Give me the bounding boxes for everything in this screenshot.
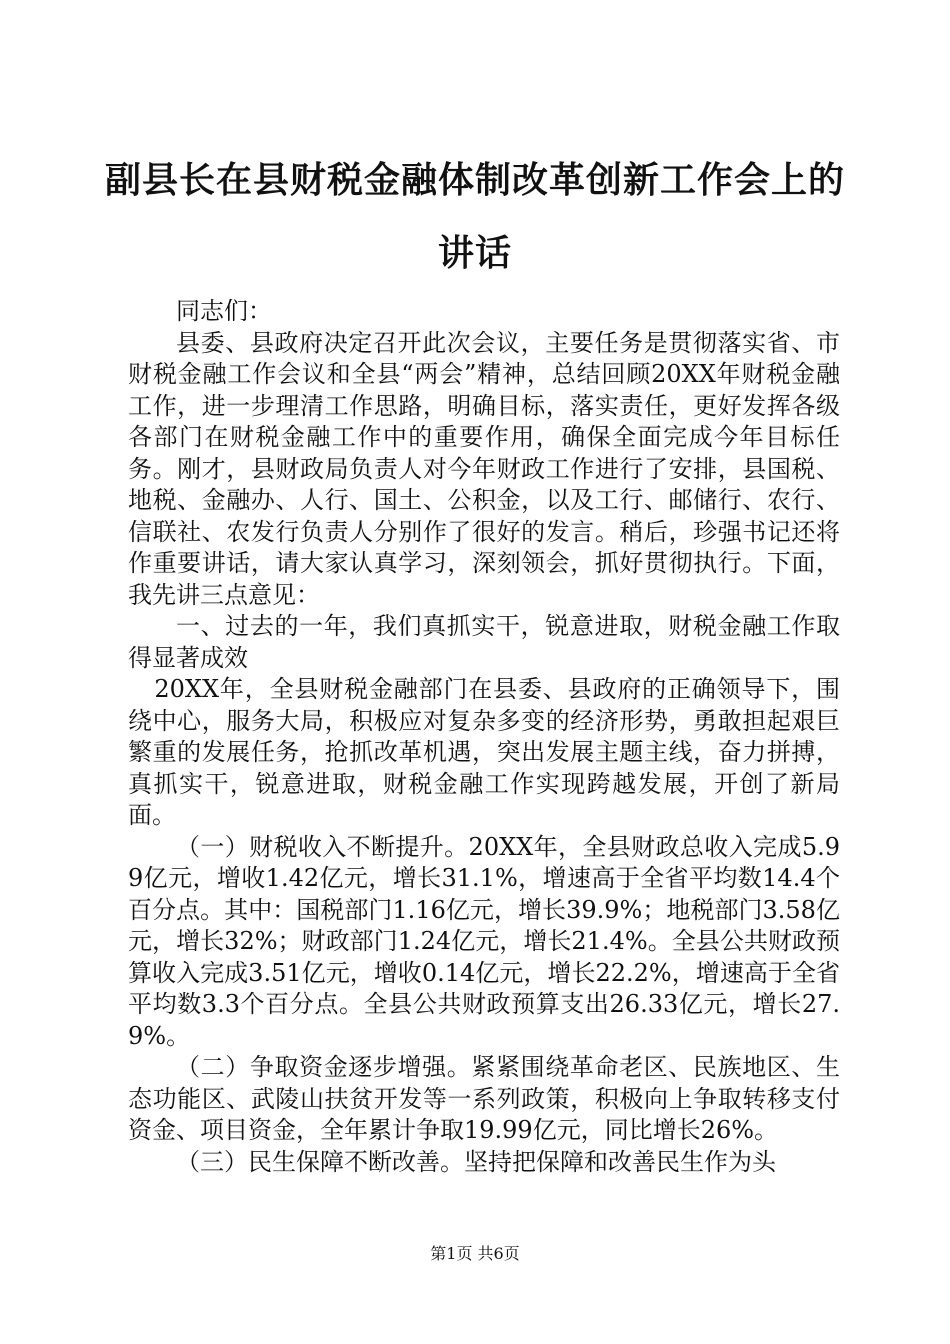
paragraph-funding: （二）争取资金逐步增强。紧紧围绕革命老区、民族地区、生态功能区、武陵山扶贫开发等一系列政策，积极向上争取转移支付资金、项目资金，全年累计争取19.99亿元，同比增长26%。 [128,1053,840,1144]
paragraph-livelihood: （三）民生保障不断改善。坚持把保障和改善民生作为头 [176,1147,776,1176]
page-footer: 第1页 共6页 [430,1244,520,1263]
paragraph-fiscal-revenue: （一）财税收入不断提升。20XX年，全县财政总收入完成5.99亿元，增收1.42亿元，增长31.1%，增速高于全省平均数14.4个百分点。其中：国税部门1.16亿元，增长39.9%；地税部门3.58亿元，增长32%；财政部门1.24亿元，增长21.4%。全县公共财政预算收入完成3.51亿元，增收0.14亿元，增长22.2%，增速高于全省平均数3.3个百分点。全县公共财政预算支出26.33亿元，增长27.9%。 [128,832,840,1050]
section-heading-1: 一、过去的一年，我们真抓实干，锐意进取，财税金融工作取得显著成效 [128,612,840,672]
paragraph-intro: 县委、县政府决定召开此次会议，主要任务是贯彻落实省、市财税金融工作会议和全县“两会”精神，总结回顾20XX年财税金融工作，进一步理清工作思路，明确目标，落实责任，更好发挥各级各部门在财税金融工作中的重要作用，确保全面完成今年目标任务。刚才，县财政局负责人对今年财政工作进行了安排，县国税、地税、金融办、人行、国土、公积金，以及工行、邮储行、农行、信联社、农发行负责人分别作了很好的发言。稍后，珍强书记还将作重要讲话，请大家认真学习，深刻领会，抓好贯彻执行。下面，我先讲三点意见： [128,328,840,609]
paragraph-overview: 20XX年，全县财税金融部门在县委、县政府的正确领导下，围绕中心，服务大局，积极应对复杂多变的经济形势，勇敢担起艰巨繁重的发展任务，抢抓改革机遇，突出发展主题主线，奋力拼搏，真抓实干，锐意进取，财税金融工作实现跨越发展，开创了新局面。 [128,675,840,829]
salutation: 同志们： [176,297,272,325]
document-title-line-1: 副县长在县财税金融体制改革创新工作会上的 [104,160,845,201]
document-body [128,296,840,1178]
document-title-line-2: 讲话 [437,233,512,274]
